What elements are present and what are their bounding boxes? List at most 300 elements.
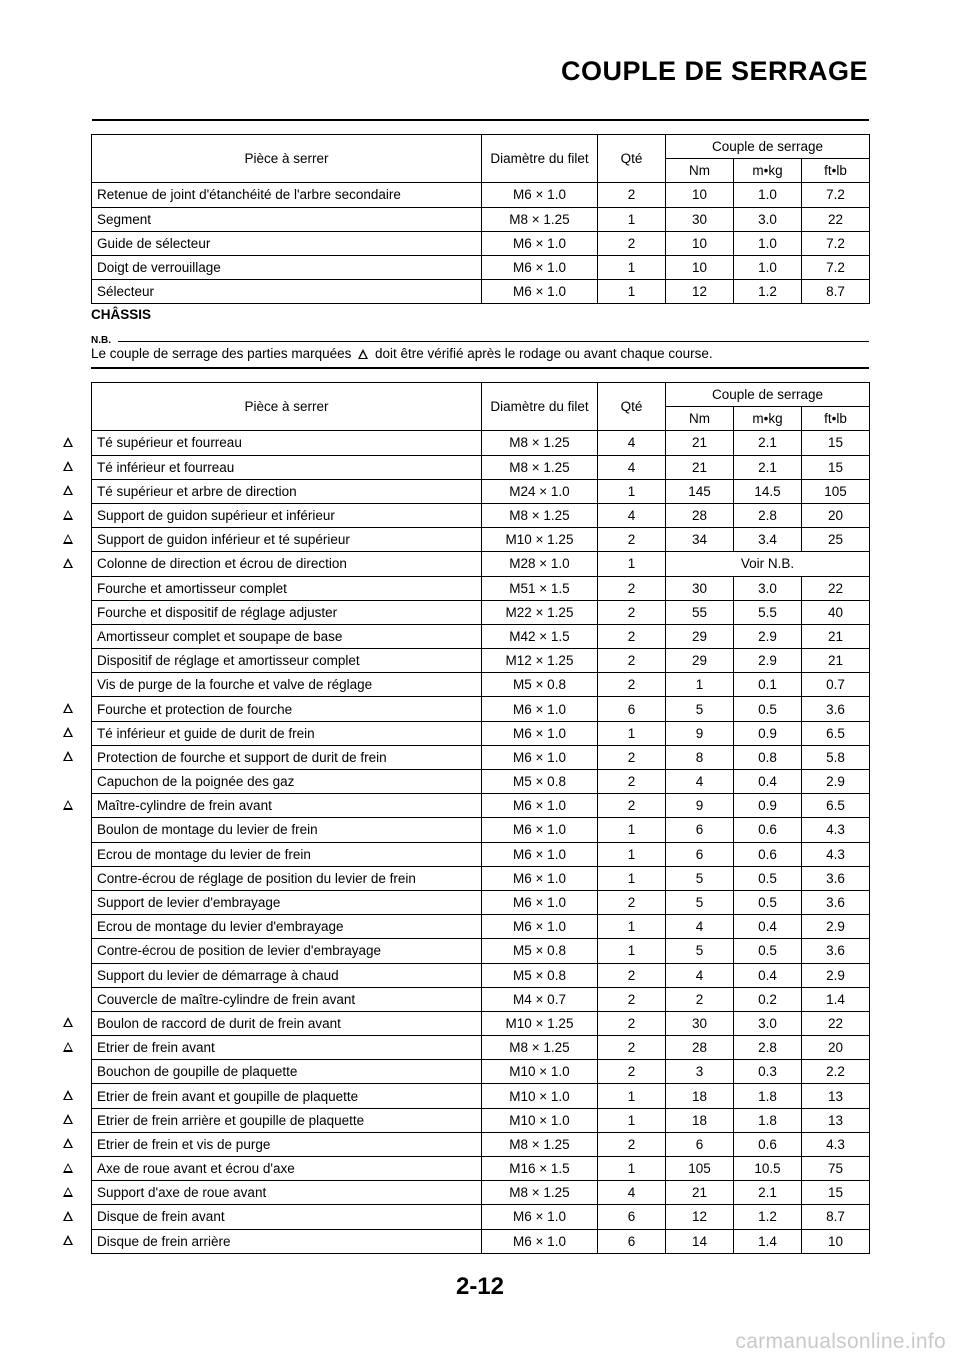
torque-mkg: 3.0 bbox=[734, 576, 802, 600]
quantity: 1 bbox=[598, 842, 666, 866]
torque-mkg: 1.0 bbox=[734, 255, 802, 279]
torque-ftlb: 7.2 bbox=[802, 255, 870, 279]
thread-size: M6 × 1.0 bbox=[482, 697, 598, 721]
thread-size: M6 × 1.0 bbox=[482, 890, 598, 914]
thread-size: M6 × 1.0 bbox=[482, 183, 598, 207]
triangle-mark-icon bbox=[63, 751, 73, 761]
torque-ftlb: 3.6 bbox=[802, 697, 870, 721]
table-row bbox=[92, 503, 870, 527]
thread-size: M6 × 1.0 bbox=[482, 915, 598, 939]
quantity: 2 bbox=[598, 794, 666, 818]
torque-ftlb: 13 bbox=[802, 1108, 870, 1132]
table-row bbox=[92, 721, 870, 745]
torque-ftlb: 3.6 bbox=[802, 939, 870, 963]
torque-ftlb: 10 bbox=[802, 1229, 870, 1253]
quantity: 6 bbox=[598, 1205, 666, 1229]
part-name: Fourche et amortisseur complet bbox=[92, 576, 482, 600]
triangle-mark-icon bbox=[63, 1114, 73, 1124]
quantity: 1 bbox=[598, 479, 666, 503]
col-nm: Nm bbox=[666, 159, 734, 183]
torque-nm: 9 bbox=[666, 721, 734, 745]
torque-ftlb: 15 bbox=[802, 1181, 870, 1205]
triangle-mark-icon bbox=[63, 703, 73, 713]
torque-mkg: 0.4 bbox=[734, 963, 802, 987]
thread-size: M8 × 1.25 bbox=[482, 503, 598, 527]
torque-mkg: 2.8 bbox=[734, 503, 802, 527]
thread-size: M5 × 0.8 bbox=[482, 939, 598, 963]
part-name: Dispositif de réglage et amortisseur complet bbox=[92, 649, 482, 673]
torque-mkg: 0.1 bbox=[734, 673, 802, 697]
torque-nm: 29 bbox=[666, 624, 734, 648]
torque-mkg: 0.4 bbox=[734, 770, 802, 794]
part-name: Té inférieur et fourreau bbox=[92, 455, 482, 479]
torque-nm: 6 bbox=[666, 842, 734, 866]
part-name: Té supérieur et fourreau bbox=[92, 431, 482, 455]
torque-mkg: 1.2 bbox=[734, 1205, 802, 1229]
quantity: 1 bbox=[598, 255, 666, 279]
thread-size: M6 × 1.0 bbox=[482, 255, 598, 279]
thread-size: M5 × 0.8 bbox=[482, 963, 598, 987]
quantity: 2 bbox=[598, 528, 666, 552]
table-row bbox=[92, 770, 870, 794]
torque-nm: 6 bbox=[666, 818, 734, 842]
thread-size: M10 × 1.25 bbox=[482, 1011, 598, 1035]
table-row bbox=[92, 280, 870, 304]
part-name: Maître-cylindre de frein avant bbox=[92, 794, 482, 818]
quantity: 1 bbox=[598, 1108, 666, 1132]
triangle-mark-icon bbox=[63, 1187, 73, 1197]
torque-mkg: 1.4 bbox=[734, 1229, 802, 1253]
triangle-mark-icon bbox=[63, 1235, 73, 1245]
part-name: Té inférieur et guide de durit de frein bbox=[92, 721, 482, 745]
table-row bbox=[92, 745, 870, 769]
note-label: N.B. bbox=[91, 335, 111, 346]
table-row bbox=[92, 479, 870, 503]
table-row bbox=[92, 1036, 870, 1060]
torque-mkg: 0.2 bbox=[734, 987, 802, 1011]
torque-mkg: 3.4 bbox=[734, 528, 802, 552]
part-name: Boulon de raccord de durit de frein avant bbox=[92, 1011, 482, 1035]
part-name: Bouchon de goupille de plaquette bbox=[92, 1060, 482, 1084]
torque-nm: 34 bbox=[666, 528, 734, 552]
torque-ftlb: 4.3 bbox=[802, 818, 870, 842]
torque-mkg: 0.6 bbox=[734, 1132, 802, 1156]
part-name: Support de levier d'embrayage bbox=[92, 890, 482, 914]
quantity: 6 bbox=[598, 697, 666, 721]
thread-size: M8 × 1.25 bbox=[482, 1181, 598, 1205]
part-name: Support d'axe de roue avant bbox=[92, 1181, 482, 1205]
torque-mkg: 2.9 bbox=[734, 649, 802, 673]
part-name: Doigt de verrouillage bbox=[92, 255, 482, 279]
torque-ftlb: 22 bbox=[802, 1011, 870, 1035]
thread-size: M10 × 1.0 bbox=[482, 1108, 598, 1132]
note-text bbox=[91, 346, 713, 361]
torque-ftlb: 21 bbox=[802, 624, 870, 648]
torque-nm: 10 bbox=[666, 255, 734, 279]
thread-size: M8 × 1.25 bbox=[482, 1132, 598, 1156]
torque-ftlb: 2.9 bbox=[802, 963, 870, 987]
torque-nm: 10 bbox=[666, 183, 734, 207]
table-row bbox=[92, 528, 870, 552]
quantity: 2 bbox=[598, 624, 666, 648]
torque-ftlb: 8.7 bbox=[802, 280, 870, 304]
table-row bbox=[92, 600, 870, 624]
torque-mkg: 10.5 bbox=[734, 1157, 802, 1181]
thread-size: M42 × 1.5 bbox=[482, 624, 598, 648]
torque-ftlb: 5.8 bbox=[802, 745, 870, 769]
quantity: 4 bbox=[598, 431, 666, 455]
triangle-mark-icon bbox=[63, 510, 73, 520]
part-name: Couvercle de maître-cylindre de frein avant bbox=[92, 987, 482, 1011]
note-text-before: Le couple de serrage des parties marquées bbox=[91, 346, 352, 361]
table-row bbox=[92, 915, 870, 939]
thread-size: M8 × 1.25 bbox=[482, 1036, 598, 1060]
quantity: 1 bbox=[598, 1157, 666, 1181]
torque-nm: 12 bbox=[666, 280, 734, 304]
torque-nm: 2 bbox=[666, 987, 734, 1011]
table-row bbox=[92, 431, 870, 455]
torque-nm: 4 bbox=[666, 770, 734, 794]
torque-ftlb: 2.2 bbox=[802, 1060, 870, 1084]
torque-nm: 21 bbox=[666, 455, 734, 479]
quantity: 2 bbox=[598, 649, 666, 673]
table-row bbox=[92, 1060, 870, 1084]
triangle-mark-icon bbox=[63, 1138, 73, 1148]
part-name: Support de guidon supérieur et inférieur bbox=[92, 503, 482, 527]
quantity: 2 bbox=[598, 987, 666, 1011]
quantity: 2 bbox=[598, 1060, 666, 1084]
torque-nm: 21 bbox=[666, 431, 734, 455]
torque-nm: 10 bbox=[666, 231, 734, 255]
quantity: 2 bbox=[598, 963, 666, 987]
table-row bbox=[92, 1157, 870, 1181]
part-name: Vis de purge de la fourche et valve de réglage bbox=[92, 673, 482, 697]
triangle-mark-icon bbox=[63, 437, 73, 447]
torque-ftlb: 6.5 bbox=[802, 721, 870, 745]
torque-mkg: 2.1 bbox=[734, 1181, 802, 1205]
thread-size: M28 × 1.0 bbox=[482, 552, 598, 576]
torque-nm: 5 bbox=[666, 866, 734, 890]
part-name: Ecrou de montage du levier d'embrayage bbox=[92, 915, 482, 939]
part-name: Fourche et dispositif de réglage adjuster bbox=[92, 600, 482, 624]
torque-nm: 14 bbox=[666, 1229, 734, 1253]
quantity: 2 bbox=[598, 1132, 666, 1156]
thread-size: M6 × 1.0 bbox=[482, 866, 598, 890]
quantity: 2 bbox=[598, 1036, 666, 1060]
torque-mkg: 1.0 bbox=[734, 231, 802, 255]
table-row bbox=[92, 842, 870, 866]
torque-mkg: 1.0 bbox=[734, 183, 802, 207]
torque-nm: 4 bbox=[666, 963, 734, 987]
part-name: Té supérieur et arbre de direction bbox=[92, 479, 482, 503]
quantity: 2 bbox=[598, 183, 666, 207]
note-rule bbox=[118, 341, 869, 342]
part-name: Amortisseur complet et soupape de base bbox=[92, 624, 482, 648]
thread-size: M6 × 1.0 bbox=[482, 745, 598, 769]
torque-mkg: 2.9 bbox=[734, 624, 802, 648]
table-row bbox=[92, 1132, 870, 1156]
part-name: Disque de frein avant bbox=[92, 1205, 482, 1229]
col-ftlb: ft•lb bbox=[802, 407, 870, 431]
quantity: 2 bbox=[598, 576, 666, 600]
table-row bbox=[92, 818, 870, 842]
thread-size: M6 × 1.0 bbox=[482, 721, 598, 745]
thread-size: M51 × 1.5 bbox=[482, 576, 598, 600]
torque-mkg: 0.5 bbox=[734, 890, 802, 914]
torque-ftlb: 0.7 bbox=[802, 673, 870, 697]
thread-size: M6 × 1.0 bbox=[482, 1229, 598, 1253]
thread-size: M5 × 0.8 bbox=[482, 770, 598, 794]
col-nm: Nm bbox=[666, 407, 734, 431]
torque-ftlb: 20 bbox=[802, 1036, 870, 1060]
note-text-after: doit être vérifié après le rodage ou avant chaque course. bbox=[374, 346, 713, 361]
quantity: 1 bbox=[598, 915, 666, 939]
torque-nm: 28 bbox=[666, 503, 734, 527]
torque-mkg: 0.6 bbox=[734, 842, 802, 866]
torque-nm: 21 bbox=[666, 1181, 734, 1205]
thread-size: M12 × 1.25 bbox=[482, 649, 598, 673]
torque-ftlb: 40 bbox=[802, 600, 870, 624]
table-row bbox=[92, 183, 870, 207]
part-name: Segment bbox=[92, 207, 482, 231]
torque-nm: 5 bbox=[666, 697, 734, 721]
part-name: Contre-écrou de position de levier d'embrayage bbox=[92, 939, 482, 963]
col-qty: Qté bbox=[598, 135, 666, 183]
torque-ftlb: 25 bbox=[802, 528, 870, 552]
triangle-mark-icon bbox=[63, 1211, 73, 1221]
quantity: 1 bbox=[598, 207, 666, 231]
torque-mkg: 1.2 bbox=[734, 280, 802, 304]
col-part: Pièce à serrer bbox=[92, 135, 482, 183]
page-number: 2-12 bbox=[455, 1273, 505, 1300]
col-part: Pièce à serrer bbox=[92, 383, 482, 431]
torque-ftlb: 6.5 bbox=[802, 794, 870, 818]
col-thread: Diamètre du filet bbox=[482, 135, 598, 183]
torque-mkg: 0.5 bbox=[734, 939, 802, 963]
torque-ftlb: 1.4 bbox=[802, 987, 870, 1011]
torque-mkg: 0.8 bbox=[734, 745, 802, 769]
col-mkg: m•kg bbox=[734, 407, 802, 431]
quantity: 2 bbox=[598, 745, 666, 769]
triangle-mark-icon bbox=[63, 800, 73, 810]
torque-mkg: 0.6 bbox=[734, 818, 802, 842]
torque-nm: 1 bbox=[666, 673, 734, 697]
col-torque: Couple de serrage bbox=[666, 383, 870, 407]
triangle-mark-icon bbox=[63, 485, 73, 495]
torque-nm: 28 bbox=[666, 1036, 734, 1060]
torque-mkg: 3.0 bbox=[734, 207, 802, 231]
table-row bbox=[92, 1205, 870, 1229]
torque-nm: 145 bbox=[666, 479, 734, 503]
part-name: Boulon de montage du levier de frein bbox=[92, 818, 482, 842]
thread-size: M6 × 1.0 bbox=[482, 1205, 598, 1229]
triangle-mark-icon bbox=[63, 1163, 73, 1173]
torque-ftlb: 15 bbox=[802, 455, 870, 479]
table-row bbox=[92, 455, 870, 479]
table-row bbox=[92, 794, 870, 818]
torque-ftlb: 2.9 bbox=[802, 770, 870, 794]
part-name: Etrier de frein et vis de purge bbox=[92, 1132, 482, 1156]
part-name: Contre-écrou de réglage de position du levier de frein bbox=[92, 866, 482, 890]
part-name: Guide de sélecteur bbox=[92, 231, 482, 255]
col-thread: Diamètre du filet bbox=[482, 383, 598, 431]
quantity: 4 bbox=[598, 1181, 666, 1205]
part-name: Etrier de frein avant et goupille de plaquette bbox=[92, 1084, 482, 1108]
torque-ftlb: 15 bbox=[802, 431, 870, 455]
torque-nm: 30 bbox=[666, 1011, 734, 1035]
torque-mkg: 14.5 bbox=[734, 479, 802, 503]
torque-nm: 9 bbox=[666, 794, 734, 818]
triangle-mark-icon bbox=[63, 534, 73, 544]
thread-size: M22 × 1.25 bbox=[482, 600, 598, 624]
thread-size: M8 × 1.25 bbox=[482, 455, 598, 479]
header-rule bbox=[92, 119, 869, 121]
table-row bbox=[92, 1181, 870, 1205]
quantity: 2 bbox=[598, 600, 666, 624]
torque-mkg: 0.9 bbox=[734, 794, 802, 818]
quantity: 1 bbox=[598, 939, 666, 963]
part-name: Fourche et protection de fourche bbox=[92, 697, 482, 721]
quantity: 1 bbox=[598, 721, 666, 745]
quantity: 1 bbox=[598, 818, 666, 842]
torque-mkg: 5.5 bbox=[734, 600, 802, 624]
torque-ftlb: 22 bbox=[802, 207, 870, 231]
torque-ftlb: 4.3 bbox=[802, 842, 870, 866]
torque-mkg: 0.9 bbox=[734, 721, 802, 745]
torque-ftlb: 75 bbox=[802, 1157, 870, 1181]
part-name: Sélecteur bbox=[92, 280, 482, 304]
torque-ftlb: 4.3 bbox=[802, 1132, 870, 1156]
thread-size: M6 × 1.0 bbox=[482, 231, 598, 255]
part-name: Ecrou de montage du levier de frein bbox=[92, 842, 482, 866]
torque-ftlb: 13 bbox=[802, 1084, 870, 1108]
page-title: COUPLE DE SERRAGE bbox=[560, 56, 868, 86]
thread-size: M6 × 1.0 bbox=[482, 818, 598, 842]
torque-ftlb: 21 bbox=[802, 649, 870, 673]
part-name: Disque de frein arrière bbox=[92, 1229, 482, 1253]
triangle-mark-icon bbox=[63, 1042, 73, 1052]
triangle-mark-icon bbox=[63, 558, 73, 568]
quantity: 1 bbox=[598, 1084, 666, 1108]
torque-mkg: 0.5 bbox=[734, 697, 802, 721]
table-row bbox=[92, 673, 870, 697]
triangle-mark-icon bbox=[358, 349, 368, 359]
part-name: Support de guidon inférieur et té supérieur bbox=[92, 528, 482, 552]
torque-nm: 55 bbox=[666, 600, 734, 624]
quantity: 4 bbox=[598, 503, 666, 527]
torque-ftlb: 105 bbox=[802, 479, 870, 503]
torque-nm: 18 bbox=[666, 1108, 734, 1132]
torque-ftlb: 7.2 bbox=[802, 231, 870, 255]
table-row bbox=[92, 576, 870, 600]
torque-mkg: 0.5 bbox=[734, 866, 802, 890]
torque-mkg: 3.0 bbox=[734, 1011, 802, 1035]
torque-ftlb: 8.7 bbox=[802, 1205, 870, 1229]
part-name: Axe de roue avant et écrou d'axe bbox=[92, 1157, 482, 1181]
table-row bbox=[92, 1108, 870, 1132]
quantity: 4 bbox=[598, 455, 666, 479]
torque-nm: 29 bbox=[666, 649, 734, 673]
thread-size: M4 × 0.7 bbox=[482, 987, 598, 1011]
table-row bbox=[92, 987, 870, 1011]
triangle-mark-icon bbox=[63, 727, 73, 737]
thread-size: M6 × 1.0 bbox=[482, 842, 598, 866]
col-mkg: m•kg bbox=[734, 159, 802, 183]
quantity: 6 bbox=[598, 1229, 666, 1253]
torque-table-chassis bbox=[91, 382, 870, 1254]
table-row bbox=[92, 890, 870, 914]
torque-ftlb: 2.9 bbox=[802, 915, 870, 939]
part-name: Support du levier de démarrage à chaud bbox=[92, 963, 482, 987]
quantity: 2 bbox=[598, 770, 666, 794]
torque-mkg: 1.8 bbox=[734, 1108, 802, 1132]
note-bottom-rule bbox=[91, 367, 869, 369]
thread-size: M10 × 1.0 bbox=[482, 1060, 598, 1084]
thread-size: M5 × 0.8 bbox=[482, 673, 598, 697]
col-ftlb: ft•lb bbox=[802, 159, 870, 183]
thread-size: M24 × 1.0 bbox=[482, 479, 598, 503]
torque-mkg: 0.4 bbox=[734, 915, 802, 939]
torque-mkg: 2.1 bbox=[734, 455, 802, 479]
quantity: 2 bbox=[598, 1011, 666, 1035]
torque-nm: 105 bbox=[666, 1157, 734, 1181]
torque-ftlb: 3.6 bbox=[802, 890, 870, 914]
table-row bbox=[92, 255, 870, 279]
thread-size: M6 × 1.0 bbox=[482, 280, 598, 304]
table-row bbox=[92, 207, 870, 231]
table-row bbox=[92, 1229, 870, 1253]
triangle-mark-icon bbox=[63, 1090, 73, 1100]
torque-table-engine bbox=[91, 134, 870, 304]
quantity: 1 bbox=[598, 866, 666, 890]
torque-mkg: 2.1 bbox=[734, 431, 802, 455]
col-qty: Qté bbox=[598, 383, 666, 431]
table-row bbox=[92, 939, 870, 963]
torque-nm: 18 bbox=[666, 1084, 734, 1108]
torque-nm: 12 bbox=[666, 1205, 734, 1229]
torque-nm: 5 bbox=[666, 939, 734, 963]
quantity: 2 bbox=[598, 231, 666, 255]
section-heading: CHÂSSIS bbox=[91, 307, 152, 322]
torque-nm: 30 bbox=[666, 207, 734, 231]
torque-ftlb: 22 bbox=[802, 576, 870, 600]
torque-ftlb: 7.2 bbox=[802, 183, 870, 207]
quantity: 1 bbox=[598, 280, 666, 304]
table-row bbox=[92, 1084, 870, 1108]
table-row bbox=[92, 1011, 870, 1035]
torque-mkg: 2.8 bbox=[734, 1036, 802, 1060]
table-row bbox=[92, 552, 870, 576]
quantity: 1 bbox=[598, 552, 666, 576]
torque-nm: 4 bbox=[666, 915, 734, 939]
table-row bbox=[92, 697, 870, 721]
triangle-mark-icon bbox=[63, 1017, 73, 1027]
thread-size: M6 × 1.0 bbox=[482, 794, 598, 818]
triangle-mark-icon bbox=[63, 461, 73, 471]
torque-ftlb: 3.6 bbox=[802, 866, 870, 890]
quantity: 2 bbox=[598, 890, 666, 914]
torque-nm: 8 bbox=[666, 745, 734, 769]
torque-mkg: 0.3 bbox=[734, 1060, 802, 1084]
col-torque: Couple de serrage bbox=[666, 135, 870, 159]
torque-nm: 6 bbox=[666, 1132, 734, 1156]
table-row bbox=[92, 866, 870, 890]
table-row bbox=[92, 231, 870, 255]
part-name: Colonne de direction et écrou de direction bbox=[92, 552, 482, 576]
thread-size: M10 × 1.25 bbox=[482, 528, 598, 552]
torque-ftlb: 20 bbox=[802, 503, 870, 527]
torque-note: Voir N.B. bbox=[666, 552, 870, 576]
